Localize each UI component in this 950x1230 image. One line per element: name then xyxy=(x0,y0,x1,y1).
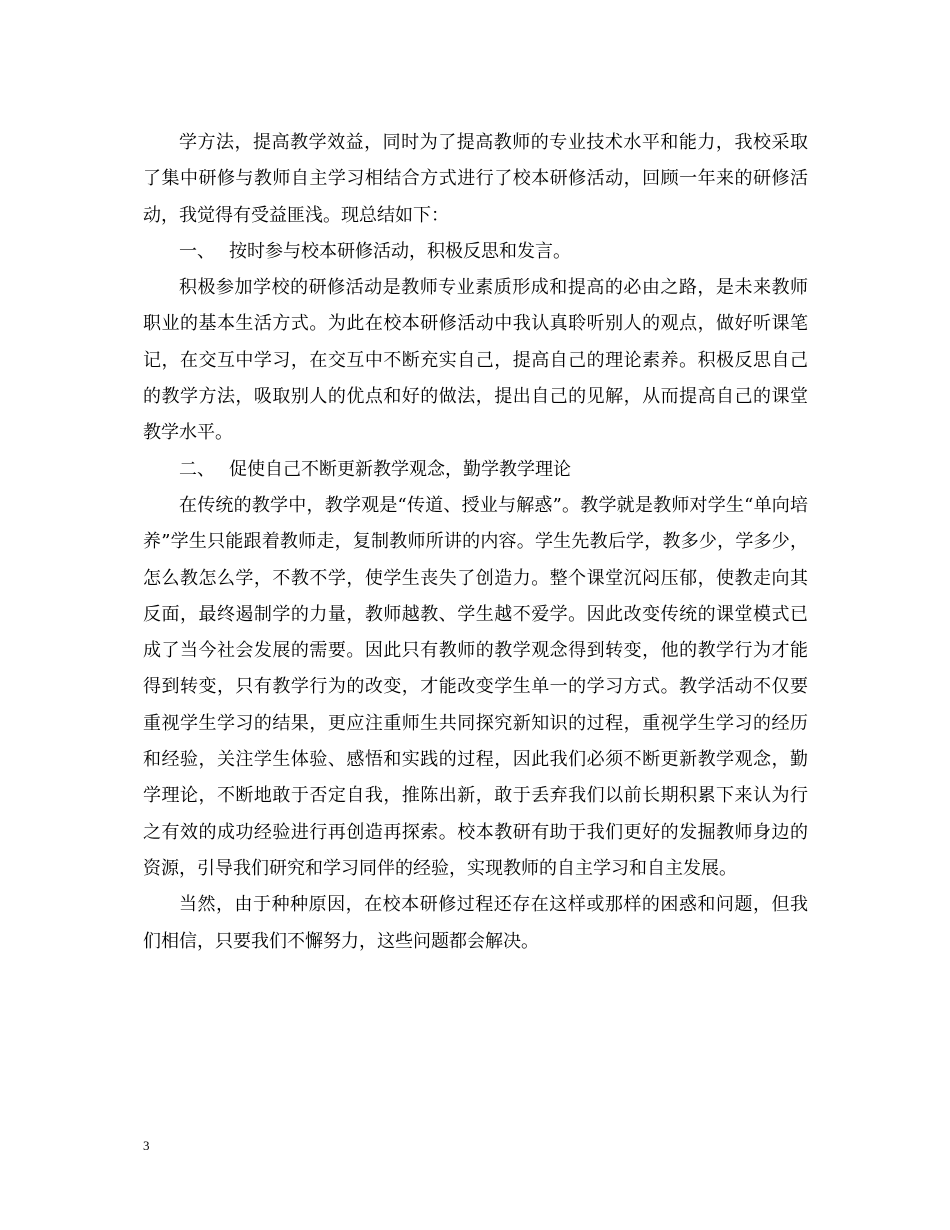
paragraph-conclusion: 当然，由于种种原因，在校本研修过程还存在这样或那样的困惑和问题，但我们相信，只要我们不懈努力，这些问题都会解决。 xyxy=(143,894,808,952)
document-body xyxy=(143,125,808,960)
section-heading-1 xyxy=(143,234,808,270)
paragraph-intro-continued: 学方法，提高教学效益，同时为了提高教师的专业技术水平和能力，我校采取了集中研修与教师自主学习相结合方式进行了校本研修活动，回顾一年来的研修活动，我觉得有受益匪浅。现总结如下： xyxy=(143,132,808,226)
paragraph-research-participation: 积极参加学校的研修活动是教师专业素质形成和提高的必由之路，是未来教师职业的基本生活方式。为此在校本研修活动中我认真聆听别人的观点，做好听课笔记，在交互中学习，在交互中不断充实自己，提高自己的理论素养。积极反思自己的教学方法，吸取别人的优点和好的做法，提出自己的见解，从而提高自己的课堂教学水平。 xyxy=(143,277,808,444)
paragraph-teaching-concepts: 在传统的教学中，教学观是“传道、授业与解惑”。教学就是教师对学生“单向培养”学生只能跟着教师走，复制教师所讲的内容。学生先教后学，教多少，学多少，怎么教怎么学，不教不学，使学生丧失了创造力。整个课堂沉闷压郁，使教走向其反面，最终遏制学的力量，教师越教、学生越不爱学。因此改变传统的课堂模式已成了当今社会发展的需要。因此只有教师的教学观念得到转变，他的教学行为才能得到转变，只有教学行为的改变，才能改变学生单一的学习方式。教学活动不仅要重视学生学习的结果，更应注重师生共同探究新知识的过程，重视学生学习的经历和经验，关注学生体验、感悟和实践的过程，因此我们必须不断更新教学观念，勤学理论，不断地敢于否定自我，推陈出新，敢于丢弃我们以前长期积累下来认为行之有效的成功经验进行再创造再探索。校本教研有助于我们更好的发掘教师身边的资源，引导我们研究和学习同伴的经验，实现教师的自主学习和自主发展。 xyxy=(143,494,808,879)
section-heading-2 xyxy=(143,452,808,488)
page-number: 3 xyxy=(143,1138,150,1153)
section-number-2: 二、 xyxy=(179,458,215,480)
section-title-2: 促使自己不断更新教学观念，勤学教学理论 xyxy=(229,458,571,480)
section-title-1: 按时参与校本研修活动，积极反思和发言。 xyxy=(229,240,571,262)
section-number-1: 一、 xyxy=(179,240,215,262)
